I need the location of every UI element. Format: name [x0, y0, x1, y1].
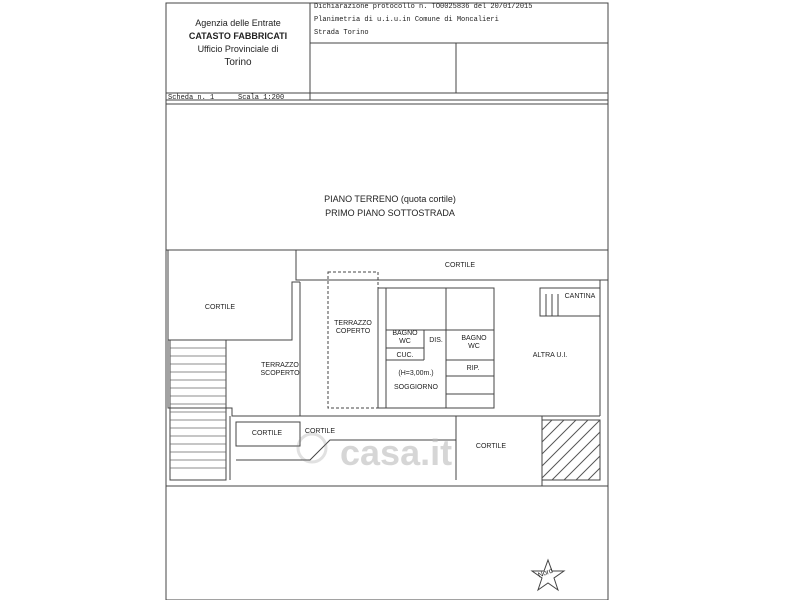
floor-title-1: PIANO TERRENO (quota cortile) — [324, 194, 456, 204]
terrazzo-coperto-dashed — [328, 272, 378, 408]
label-cortile-bottom-mid: CORTILE — [304, 428, 336, 435]
watermark-text: casa.it — [340, 432, 453, 473]
label-dis: DIS. — [429, 337, 443, 344]
plan-text: Planimetria di u.i.u.in Comune di Moncalieri — [314, 16, 499, 24]
label-altra-ui: ALTRA U.I. — [532, 352, 568, 359]
label-rip: RIP. — [466, 365, 480, 372]
agency-line1: Agenzia delle Entrate — [195, 18, 281, 28]
label-bagno2-2: WC — [468, 343, 480, 350]
label-bagno1-1: BAGNO — [392, 330, 418, 337]
label-cantina: CANTINA — [564, 293, 596, 300]
floor-title-2: PRIMO PIANO SOTTOSTRADA — [325, 208, 455, 218]
label-height: (H=3,00m.) — [398, 370, 434, 377]
agency-line4: Torino — [224, 57, 252, 68]
label-soggiorno: SOGGIORNO — [394, 384, 438, 391]
label-cortile-top: CORTILE — [444, 262, 476, 269]
label-terrazzo-coperto-1: TERRAZZO — [334, 320, 372, 327]
label-bagno1-2: WC — [399, 338, 411, 345]
label-cuc: CUC. — [396, 352, 414, 359]
label-cortile-bottom-right: CORTILE — [475, 443, 507, 450]
label-cortile-left: CORTILE — [204, 304, 236, 311]
declaration-text: Dichiarazione protocollo n. TO0025836 del 20/01/2015 — [314, 3, 533, 11]
label-cortile-bottom-left: CORTILE — [251, 430, 283, 437]
label-terrazzo-coperto-2: COPERTO — [335, 328, 371, 335]
scheda-text: Scheda n. 1 — [168, 94, 215, 102]
scala-text: Scala 1:200 — [238, 94, 285, 102]
stairs-left — [170, 340, 226, 480]
label-terrazzo-scoperto-1: TERRAZZO — [261, 362, 299, 369]
label-bagno2-1: BAGNO — [461, 335, 487, 342]
label-terrazzo-scoperto-2: SCOPERTO — [260, 370, 300, 377]
agency-line2: CATASTO FABBRICATI — [188, 31, 288, 41]
compass-label: Nord — [537, 567, 554, 580]
address-text: Strada Torino — [314, 29, 369, 37]
agency-line3: Ufficio Provinciale di — [197, 44, 279, 54]
